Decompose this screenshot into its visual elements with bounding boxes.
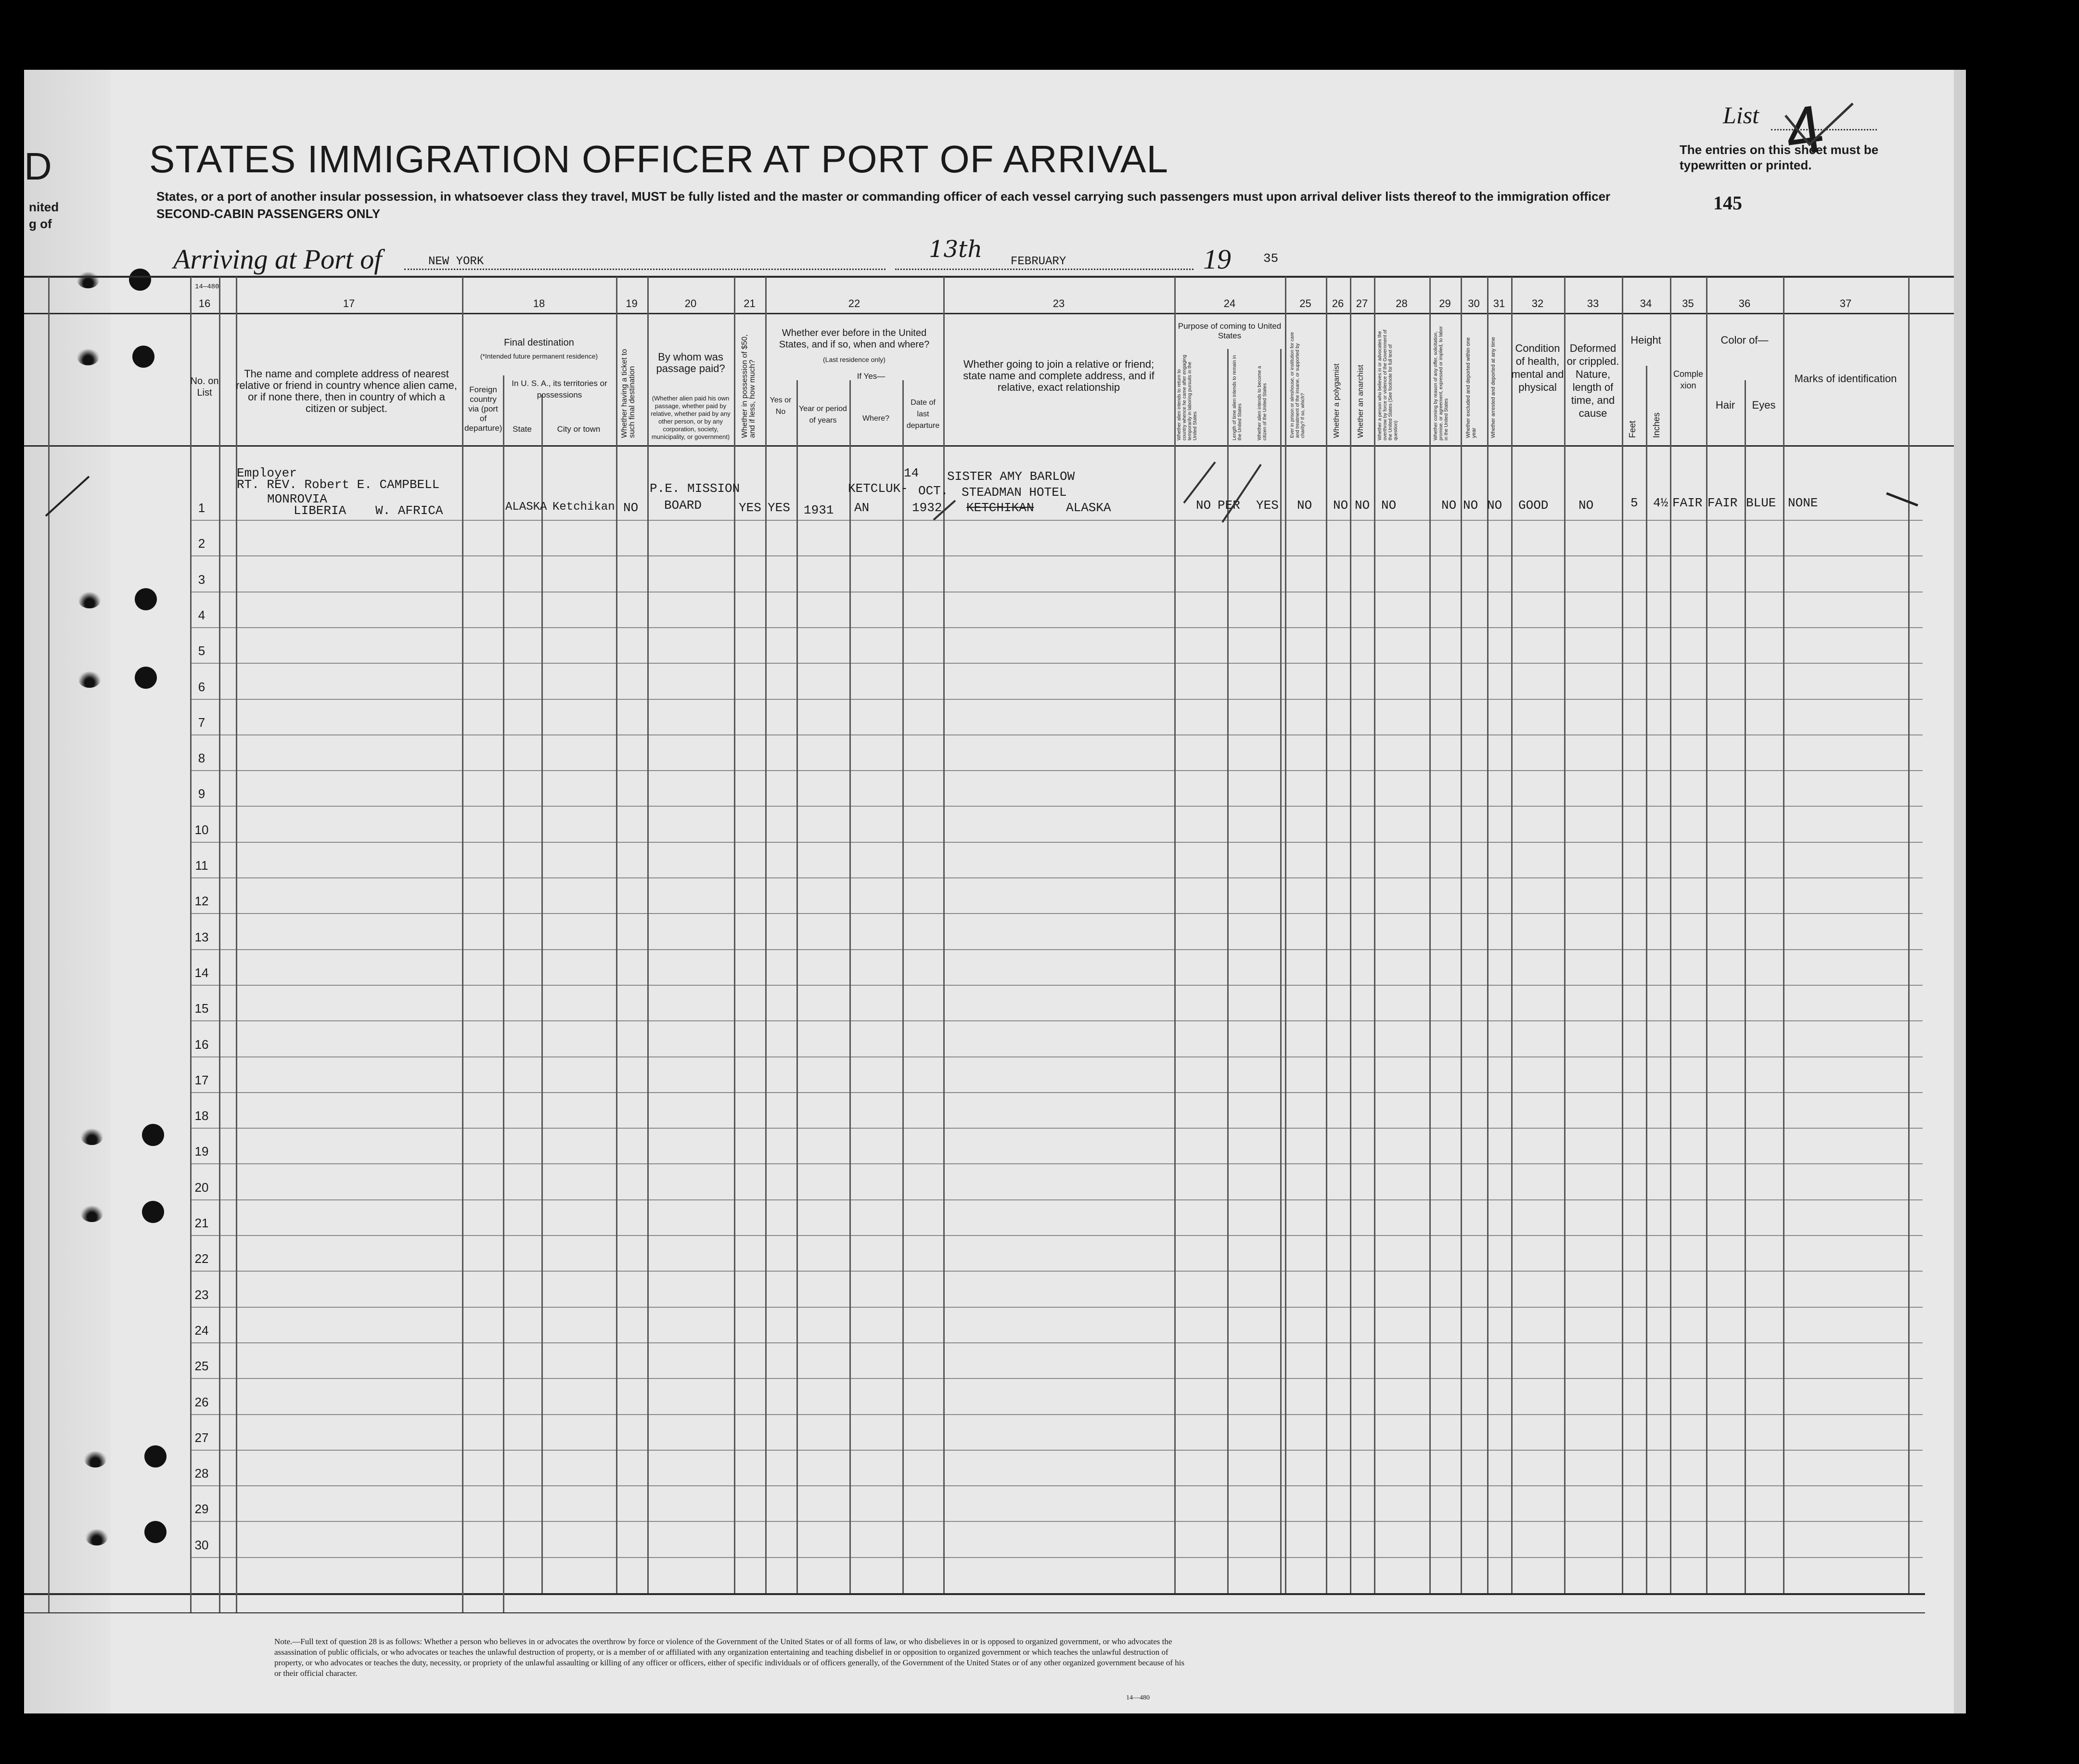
row-line: [190, 1557, 1923, 1558]
entry-paid-by-1: P.E. MISSION: [650, 481, 740, 496]
entry-eyes: BLUE: [1746, 496, 1776, 510]
row-number: 8: [198, 751, 205, 766]
column-number: 16: [198, 297, 211, 309]
row-line: [190, 1378, 1923, 1379]
header-health: Condition of health, mental and physical: [1511, 342, 1564, 393]
entry-employer: Employer: [237, 466, 297, 480]
header-feet: Feet: [1628, 420, 1637, 438]
year-suffix: 35: [1263, 251, 1279, 266]
header-no-on-list: No. on List: [190, 376, 219, 398]
header-labor-offer: Whether coming by reason of any offer, solicitation, promise, or agreement, expressed or implied, to labor in the United States: [1433, 326, 1449, 440]
punch-hole: [77, 349, 99, 365]
row-line: [190, 877, 1923, 878]
column-divider: [1374, 277, 1375, 1593]
row-number: 26: [194, 1394, 209, 1409]
row-line: [190, 520, 1923, 521]
subtitle-line-1: States, or a port of another insular possession, in whatsoever class they travel, MUST be fully listed and the master or commanding officer of each vessel carrying such passengers must upon arrival deliver lists thereof to the immigration officer: [156, 189, 1611, 204]
page-title: STATES IMMIGRATION OFFICER AT PORT OF ARRIVAL: [149, 138, 1168, 180]
entry-join-3: KETCHIKAN: [966, 501, 1034, 515]
header-hair: Hair: [1715, 399, 1735, 411]
row-line: [190, 1020, 1923, 1021]
entry-prison: NO: [1297, 498, 1312, 513]
row-number: 13: [194, 929, 209, 944]
header-arrested: Whether arrested and deported at any time: [1490, 337, 1496, 438]
row-number: 28: [194, 1466, 209, 1481]
entry-fifty-dollars: YES: [739, 501, 761, 515]
punch-hole: [135, 667, 157, 689]
header-final-destination: Final destination: [504, 337, 574, 348]
column-divider: [1461, 277, 1462, 1593]
header-last-residence: (Last residence only): [823, 356, 886, 363]
row-number: 1: [198, 501, 205, 515]
list-label: List: [1723, 102, 1759, 129]
column-number: 20: [684, 297, 697, 309]
header-relative-address: The name and complete address of nearest relative or friend in country whence alien came, or if none there, then in country of which a citizen or subject.: [236, 368, 457, 414]
column-number: 31: [1493, 297, 1505, 309]
subtitle-line-2: SECOND-CABIN PASSENGERS ONLY: [156, 206, 381, 221]
date-line: [895, 269, 1194, 270]
header-marks: Marks of identification: [1794, 373, 1897, 385]
header-final-destination-note: (*Intended future permanent residence): [480, 352, 598, 360]
header-if-yes: If Yes—: [857, 372, 886, 381]
column-number: 19: [626, 297, 638, 309]
column-divider: [1174, 277, 1176, 1593]
column-number: 18: [533, 297, 545, 309]
column-divider: [849, 380, 851, 1593]
entry-address-city: MONROVIA: [267, 492, 327, 506]
row-number: 6: [198, 679, 205, 694]
column-number: 30: [1468, 297, 1480, 309]
row-number: 14: [194, 965, 209, 980]
row-line: [190, 734, 1923, 735]
header-before-in-us: Whether ever before in the United States, and if so, when and where?: [779, 328, 930, 350]
row-line: [190, 913, 1923, 914]
column-number: 32: [1531, 297, 1544, 309]
entry-address-country: LIBERIA: [294, 503, 346, 518]
column-number: 33: [1587, 297, 1599, 309]
row-number: 7: [198, 715, 205, 730]
header-eyes: Eyes: [1752, 399, 1776, 411]
row-number: 4: [198, 607, 205, 622]
punch-hole: [78, 671, 101, 688]
entry-year: 1931: [804, 503, 834, 517]
row-number: 16: [194, 1037, 209, 1052]
entry-health: GOOD: [1518, 498, 1549, 513]
row-number: 10: [194, 822, 209, 837]
punch-hole: [135, 588, 157, 610]
entry-complexion: FAIR: [1672, 496, 1703, 510]
column-divider: [943, 277, 945, 1593]
row-line: [190, 555, 1923, 556]
column-number: 24: [1223, 297, 1236, 309]
column-divider: [1227, 349, 1229, 1593]
entry-name: RT. REV. Robert E. CAMPBELL: [237, 477, 440, 492]
header-join-relative: Whether going to join a relative or friend; state name and complete address, and if relative, exact relationship: [963, 358, 1155, 393]
column-number: 28: [1396, 297, 1408, 309]
manifest-sheet: [24, 70, 1954, 1713]
header-inches: Inches: [1652, 412, 1661, 438]
column-divider: [796, 380, 798, 1593]
row-number: 11: [195, 858, 208, 873]
entry-purpose: NO: [1196, 498, 1211, 513]
row-line: [190, 1056, 1923, 1057]
entry-before-in-us: YES: [768, 501, 790, 515]
header-height: Height: [1630, 334, 1661, 346]
row-number: 29: [194, 1502, 209, 1517]
row-number: 2: [198, 536, 205, 551]
header-foreign-country: Foreign country via (port of departure): [464, 385, 502, 433]
punch-hole: [144, 1521, 167, 1543]
row-number: 25: [194, 1359, 209, 1374]
column-number: 17: [343, 297, 355, 309]
header-color: Color of—: [1720, 334, 1769, 346]
column-number: 34: [1640, 297, 1652, 309]
header-where: Where?: [862, 414, 890, 423]
header-year: Year or period of years: [799, 405, 847, 425]
punch-hole: [77, 272, 99, 288]
column-number: 29: [1439, 297, 1451, 309]
header-fifty-dollars: Whether in possession of $50, and if less, how much?: [741, 334, 757, 438]
header-purpose-length: Length of time alien intends to remain in the United States: [1232, 355, 1243, 440]
column-divider: [1745, 380, 1746, 1593]
row-line: [190, 1163, 1923, 1164]
punch-hole: [142, 1124, 164, 1146]
entry-join-4: ALASKA: [1066, 501, 1111, 515]
row-number: 24: [194, 1323, 209, 1338]
header-date-last-departure: Date of last departure: [906, 399, 940, 430]
header-purpose-return: Whether alien intends to return to country whence he came after engaging temporarily in laboring pursuits in the United States: [1177, 355, 1198, 440]
entry-where-1: KETCLUK-: [848, 481, 908, 496]
header-polygamist: Whether a polygamist: [1333, 363, 1341, 438]
header-overthrow: Whether a person who believes in or advocates the overthrow by force or violence of the Government of the United States (See footnote for full text of question): [1377, 329, 1399, 440]
row-number: 15: [194, 1001, 209, 1016]
left-page-fragment-2: g of: [29, 217, 52, 231]
arrival-day: 13th: [929, 236, 983, 263]
entry-polygamist: NO: [1333, 498, 1348, 513]
column-divider: [647, 277, 649, 1593]
row-number: 27: [194, 1430, 209, 1445]
footer-form-code: 14—480: [1126, 1694, 1150, 1701]
row-line: [190, 1307, 1923, 1308]
left-page-letter: D: [24, 145, 52, 188]
column-divider: [503, 375, 504, 1612]
column-number: 36: [1738, 297, 1751, 309]
column-divider: [1783, 277, 1784, 1593]
row-number: 19: [194, 1144, 209, 1159]
punch-hole: [81, 1206, 103, 1222]
entry-join-2: STEADMAN HOTEL: [962, 485, 1067, 500]
column-number: 23: [1052, 297, 1065, 309]
header-ticket: Whether having a ticket to such final destination: [620, 349, 636, 438]
row-line: [190, 806, 1923, 807]
punch-hole: [129, 269, 151, 291]
punch-hole: [84, 1451, 106, 1468]
header-prison: Ever in prison or almshouse, or institution for care and treatment of the insane, or supported by charity? If so, which?: [1290, 332, 1306, 438]
header-state: State: [513, 425, 532, 434]
column-divider: [765, 277, 767, 1593]
punch-hole: [132, 346, 154, 368]
row-number: 23: [194, 1287, 209, 1302]
page-subtitle: [156, 188, 1610, 222]
column-divider: [1706, 277, 1707, 1593]
row-number: 17: [194, 1072, 209, 1087]
entry-state: ALASKA: [505, 501, 547, 514]
row-line: [190, 770, 1923, 771]
column-divider: [1429, 277, 1431, 1593]
row-number: 30: [194, 1537, 209, 1552]
header-passage-paid: By whom was passage paid?: [656, 351, 725, 374]
header-deformed: Deformed or crippled. Nature, length of time, and cause: [1566, 342, 1619, 419]
table-bottom-rule: [24, 1593, 1925, 1595]
row-line: [190, 1128, 1923, 1129]
entry-departure-day: 14: [904, 466, 919, 480]
column-divider: [1280, 349, 1282, 1593]
row-line: [190, 663, 1923, 664]
column-number: 22: [848, 297, 860, 309]
small-form-code: 14—480: [195, 283, 219, 291]
row-line: [190, 842, 1923, 843]
entry-city: Ketchikan: [552, 501, 615, 514]
row-line: [190, 1235, 1923, 1236]
table-top-rule: [24, 276, 1954, 278]
row-line: [190, 1485, 1923, 1486]
entry-citizen: YES: [1256, 498, 1279, 513]
entry-departure-year: 1932: [912, 501, 942, 515]
row-line: [190, 1271, 1923, 1272]
column-number-rule: [24, 313, 1954, 314]
sheet-edge-strip: [1954, 70, 1966, 1713]
entry-hair: FAIR: [1707, 496, 1738, 510]
punch-hole: [78, 592, 101, 608]
row-number: 20: [194, 1180, 209, 1195]
entry-excluded: NO: [1463, 498, 1478, 513]
sheet-bottom-rule: [24, 1612, 1925, 1613]
row-line: [190, 949, 1923, 950]
entry-ticket: NO: [623, 501, 639, 515]
header-in-usa: In U. S. A., its territories or possessions: [512, 379, 607, 399]
entry-anarchist: NO: [1355, 498, 1370, 513]
row-number: 3: [198, 572, 205, 587]
column-divider: [1670, 277, 1671, 1593]
punch-hole: [86, 1529, 108, 1545]
arriving-label: Arriving at Port of: [173, 244, 382, 275]
entry-length: PER: [1218, 498, 1240, 513]
list-number: 4: [1780, 90, 1828, 170]
header-city: City or town: [557, 425, 601, 434]
column-divider: [1487, 277, 1489, 1593]
port-line: [404, 269, 886, 270]
column-divider: [1564, 277, 1566, 1593]
column-divider: [1511, 277, 1513, 1593]
entry-labor: NO: [1441, 498, 1457, 513]
column-divider: [1350, 277, 1351, 1593]
row-number: 9: [198, 786, 205, 801]
row-number: 22: [194, 1251, 209, 1266]
row-line: [190, 1342, 1923, 1343]
column-divider: [1285, 277, 1286, 1593]
entry-address-region: W. AFRICA: [375, 503, 443, 518]
entry-departure-month: OCT.: [918, 484, 949, 498]
entry-join-1: SISTER AMY BARLOW: [947, 469, 1075, 484]
entry-paid-by-2: BOARD: [664, 498, 702, 513]
column-divider: [616, 277, 617, 1593]
row-line: [190, 1199, 1923, 1200]
row-number: 12: [194, 894, 209, 909]
column-divider: [48, 277, 50, 1612]
footnote: Note.—Full text of question 28 is as follows: Whether a person who believes in or advocates the overthrow by force or violence of the Government of the United States or of all forms of law, or who disbelieves in or is opposed to organized government, or who advocates the assassination of public officials, or who advocates or teaches the unlawful destruction of property, or is a member of or affiliated with any organization entertaining and teaching disbelief in or opposition to organized government or which teaches the unlawful destruction of property, or who advocates or teaches the duty, necessity, or propriety of the unlawful assaulting or killing of any officer or officers, either of specific individuals or of officers generally, of the Government of the United States or of any other organized government because of his or their official character.: [274, 1637, 1185, 1678]
header-passage-paid-note: (Whether alien paid his own passage, whether paid by relative, whether paid by any other person, or by any corporation, society, municipality, or government): [651, 395, 731, 440]
row-line: [190, 985, 1923, 986]
entry-marks: NONE: [1788, 496, 1818, 510]
row-line: [190, 699, 1923, 700]
row-line: [190, 1521, 1923, 1522]
header-bottom-rule: [24, 445, 1954, 447]
punch-hole: [142, 1201, 164, 1223]
header-purpose: Purpose of coming to United States: [1178, 322, 1282, 340]
punch-hole: [81, 1129, 103, 1145]
entry-where-2: AN: [854, 501, 870, 515]
column-divider: [462, 277, 463, 1612]
row-line: [190, 1092, 1923, 1093]
punch-hole: [144, 1445, 167, 1468]
column-divider: [734, 277, 735, 1593]
column-number: 27: [1356, 297, 1368, 309]
entries-note: The entries on this sheet must be typewritten or printed.: [1680, 142, 1879, 172]
row-number: 21: [194, 1216, 209, 1230]
entry-inches: 4½: [1653, 496, 1668, 510]
column-divider: [1646, 366, 1647, 1593]
row-number: 5: [198, 644, 205, 658]
column-number: 37: [1839, 297, 1852, 309]
row-line: [190, 1414, 1923, 1415]
header-excluded: Whether excluded and deported within one year: [1465, 337, 1477, 438]
column-divider: [1326, 277, 1327, 1593]
arrival-month: FEBRUARY: [1011, 255, 1066, 268]
entry-feet: 5: [1630, 496, 1638, 510]
column-number: 25: [1299, 297, 1311, 309]
column-number: 21: [744, 297, 756, 309]
entry-overthrow: NO: [1381, 498, 1397, 513]
header-purpose-citizen: Whether alien intends to become a citizen of the United States: [1257, 366, 1268, 440]
left-page-fragment-1: nited: [29, 200, 59, 214]
header-yes-no: Yes or No: [770, 396, 792, 416]
row-number: 18: [194, 1108, 209, 1123]
column-number: 26: [1332, 297, 1344, 309]
column-divider: [1908, 277, 1910, 1593]
column-number: 35: [1682, 297, 1694, 309]
column-divider: [1622, 277, 1623, 1593]
entry-arrested: NO: [1487, 498, 1502, 513]
entry-deformed: NO: [1578, 498, 1594, 513]
column-divider: [902, 380, 904, 1593]
sheet-serial: 145: [1713, 192, 1742, 214]
column-divider: [541, 395, 543, 1593]
row-line: [190, 1450, 1923, 1451]
year-prefix: 19: [1203, 244, 1231, 275]
header-complexion: Complexion: [1673, 369, 1704, 390]
column-divider: [219, 277, 220, 1612]
port-value: NEW YORK: [428, 255, 484, 268]
row-line: [190, 627, 1923, 628]
header-anarchist: Whether an anarchist: [1357, 364, 1365, 438]
